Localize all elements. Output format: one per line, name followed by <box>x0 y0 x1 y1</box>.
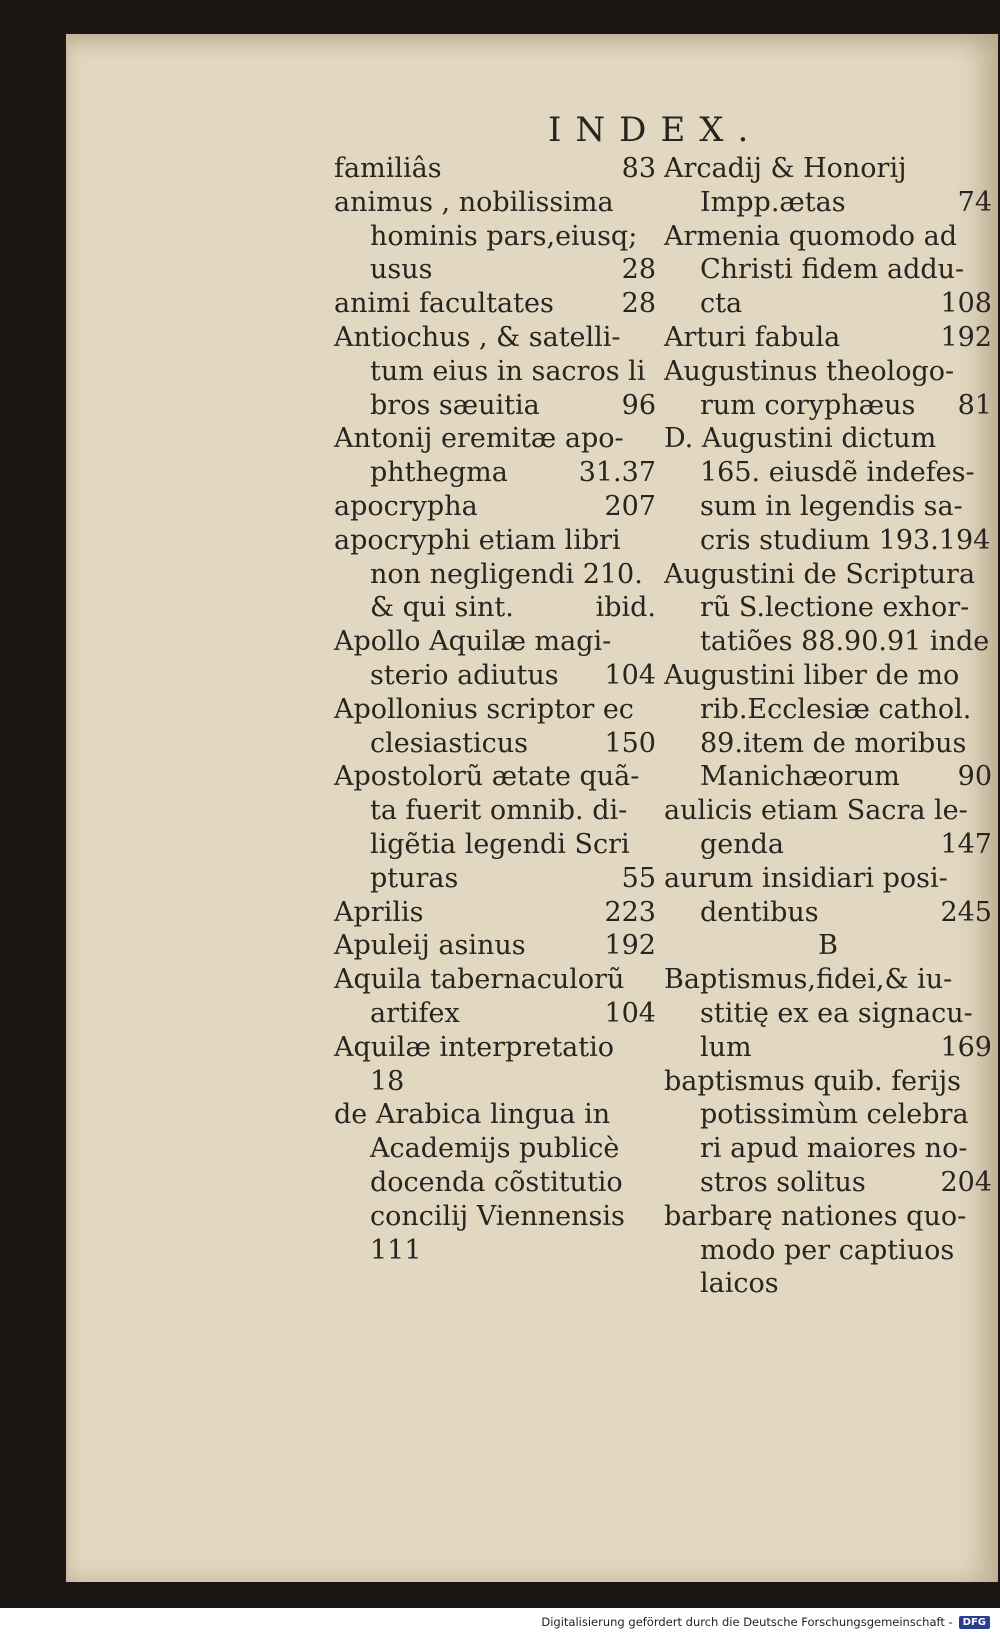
index-line <box>664 253 992 287</box>
index-entry-text: sterio adiutus <box>370 659 559 691</box>
index-line <box>334 558 656 592</box>
index-line <box>334 591 656 625</box>
index-line <box>664 1166 992 1200</box>
index-line <box>334 389 656 423</box>
index-entry-text: familiâs <box>334 153 442 184</box>
index-entry-text: Aquila tabernaculorũ <box>334 964 625 996</box>
index-entry-text: animi facultates <box>334 288 554 320</box>
index-entry-text: clesiasticus <box>370 727 529 759</box>
index-line <box>664 693 992 727</box>
index-entry-text: cta <box>700 288 743 320</box>
index-entry-text: Apollo Aquilæ magi- <box>334 626 612 658</box>
index-page-number: 169 <box>940 1031 992 1063</box>
index-line <box>334 456 656 490</box>
index-line <box>664 963 992 997</box>
index-line <box>664 1132 992 1166</box>
index-page-number: ibid. <box>595 592 656 624</box>
index-line <box>664 1031 992 1065</box>
index-page-number: 74 <box>957 186 992 218</box>
index-line <box>334 1031 656 1065</box>
index-line <box>664 1200 992 1234</box>
index-entry-text: potissimùm celebra <box>700 1099 969 1131</box>
index-page-number: 104 <box>604 659 656 691</box>
index-entry-text: Christi fidem addu- <box>700 254 965 286</box>
index-page-number: 204 <box>940 1166 992 1198</box>
index-page-number: 192 <box>940 321 992 353</box>
index-entry-text: lum <box>700 1031 752 1063</box>
index-line <box>664 186 992 220</box>
index-entry-text: Arcadij & Honorij <box>664 153 907 184</box>
index-page-number: 31.37 <box>578 457 656 489</box>
index-line <box>334 152 656 186</box>
index-line <box>334 760 656 794</box>
index-entry-text: sum in legendis sa- <box>700 490 963 522</box>
index-page-number: 90 <box>957 761 992 793</box>
index-page-number: 104 <box>604 997 656 1029</box>
index-entry-text: 89.item de moribus <box>700 727 967 759</box>
index-entry-text: Academijs publicè <box>370 1133 620 1165</box>
index-line <box>664 456 992 490</box>
index-entry-text: Antonij eremitæ apo- <box>334 423 624 455</box>
index-line <box>664 1267 992 1301</box>
index-entry-text: apocryphi etiam libri <box>334 524 621 556</box>
index-entry-text: Baptismus,fidei,& iu- <box>664 964 953 996</box>
index-entry-text: Aquilæ interpretatio <box>334 1031 615 1063</box>
index-line <box>664 287 992 321</box>
index-line <box>334 1234 656 1268</box>
index-page-number: 192 <box>604 930 656 962</box>
index-line <box>664 355 992 389</box>
index-entry-text: Impp.ætas <box>700 186 846 218</box>
index-entry-text: B <box>818 930 838 962</box>
index-page-number: 147 <box>940 828 992 860</box>
dfg-logo: DFG <box>959 1616 990 1629</box>
right-index-column <box>664 152 992 1301</box>
index-entry-text: Augustini de Scriptura <box>664 558 976 590</box>
index-entry-text: genda <box>700 828 785 860</box>
index-line <box>664 524 992 558</box>
index-entry-text: tatiões 88.90.91 inde <box>700 626 990 658</box>
index-page-number: 83 <box>621 153 656 184</box>
index-entry-text: dentibus <box>700 896 819 928</box>
index-entry-text: stitię ex ea signacu- <box>700 997 973 1029</box>
index-line <box>664 828 992 862</box>
index-entry-text: concilij Viennensis <box>370 1200 625 1232</box>
index-line <box>334 997 656 1031</box>
index-page-number: 150 <box>604 727 656 759</box>
index-entry-text: bros sæuitia <box>370 389 540 421</box>
index-line <box>334 929 656 963</box>
index-page-number: 108 <box>940 288 992 320</box>
index-entry-text: rib.Ecclesiæ cathol. <box>700 693 972 725</box>
index-line <box>664 220 992 254</box>
index-line <box>334 794 656 828</box>
index-line <box>334 862 656 896</box>
index-entry-text: Augustini liber de mo <box>664 659 960 691</box>
index-entry-text: & qui sint. <box>370 592 514 624</box>
index-line <box>334 727 656 761</box>
index-entry-text: ri apud maiores no- <box>700 1133 968 1165</box>
index-entry-text: apocrypha <box>334 490 478 522</box>
index-entry-text: D. Augustini dictum <box>664 423 937 455</box>
index-line <box>664 558 992 592</box>
index-entry-text: 111 <box>370 1234 422 1266</box>
index-entry-text: Apollonius scriptor ec <box>334 693 634 725</box>
index-entry-text: cris studium 193.194 <box>700 524 991 556</box>
index-line <box>334 422 656 456</box>
index-entry-text: barbarę nationes quo- <box>664 1200 967 1232</box>
index-line <box>664 727 992 761</box>
index-line <box>334 253 656 287</box>
index-entry-text: stros solitus <box>700 1166 866 1198</box>
index-line <box>664 659 992 693</box>
index-entry-text: hominis pars,eiusq; <box>370 220 638 252</box>
index-line <box>664 929 992 963</box>
index-entry-text: tum eius in sacros li <box>370 355 646 387</box>
index-entry-text: rũ S.lectione exhor- <box>700 592 970 624</box>
index-line <box>334 693 656 727</box>
index-entry-text: rum coryphæus <box>700 389 916 421</box>
index-entry-text: 165. eiusdẽ indefes- <box>700 457 975 489</box>
index-line <box>334 625 656 659</box>
index-entry-text: Apuleij asinus <box>334 930 526 962</box>
index-entry-text: 18 <box>370 1065 405 1097</box>
index-line <box>664 760 992 794</box>
index-entry-text: artifex <box>370 997 460 1029</box>
index-line <box>334 321 656 355</box>
index-line <box>334 828 656 862</box>
index-line <box>664 389 992 423</box>
index-entry-text: pturas <box>370 862 459 894</box>
index-page-number: 96 <box>621 389 656 421</box>
index-page-number: 55 <box>621 862 656 894</box>
digitization-footer <box>0 1608 1000 1636</box>
index-line <box>664 862 992 896</box>
index-entry-text: aurum insidiari posi- <box>664 862 948 894</box>
index-line <box>664 490 992 524</box>
index-line <box>334 1065 656 1099</box>
index-line <box>334 1098 656 1132</box>
index-entry-text: Augustinus theologo- <box>664 355 955 387</box>
index-line <box>334 220 656 254</box>
index-line <box>664 591 992 625</box>
index-line <box>334 659 656 693</box>
index-line <box>664 152 992 186</box>
page-header: INDEX. <box>548 110 763 150</box>
index-entry-text: Apostolorũ ætate quã- <box>334 761 640 793</box>
index-entry-text: docenda cõstitutio <box>370 1166 623 1198</box>
index-entry-text: ta fuerit omnib. di- <box>370 795 628 827</box>
index-entry-text: de Arabica lingua in <box>334 1099 611 1131</box>
index-entry-text: baptismus quib. ferijs <box>664 1065 961 1097</box>
index-line <box>664 997 992 1031</box>
index-line <box>664 794 992 828</box>
index-line <box>334 524 656 558</box>
index-entry-text: phthegma <box>370 457 508 489</box>
index-entry-text: Armenia quomodo ad <box>664 220 957 252</box>
index-page-number: 28 <box>621 254 656 286</box>
index-line <box>334 1166 656 1200</box>
index-line <box>664 1098 992 1132</box>
index-entry-text: usus <box>370 254 433 286</box>
footer-text: Digitalisierung gefördert durch die Deutsche Forschungsgemeinschaft - <box>541 1615 953 1629</box>
index-entry-text: animus , nobilissima <box>334 186 614 218</box>
index-line <box>334 287 656 321</box>
index-entry-text: Manichæorum <box>700 761 900 793</box>
index-line <box>334 896 656 930</box>
index-entry-text: modo per captiuos <box>700 1234 955 1266</box>
index-line <box>664 896 992 930</box>
index-entry-text: Aprilis <box>334 896 424 928</box>
index-line <box>334 1200 656 1234</box>
index-page-number: 207 <box>604 490 656 522</box>
index-line <box>664 1065 992 1099</box>
index-line <box>334 355 656 389</box>
index-entry-text: laicos <box>700 1268 779 1300</box>
index-line <box>334 1132 656 1166</box>
index-page-number: 28 <box>621 288 656 320</box>
index-entry-text: non negligendi 210. <box>370 558 643 590</box>
index-line <box>664 1234 992 1268</box>
index-page-number: 81 <box>957 389 992 421</box>
left-index-column <box>334 152 656 1267</box>
index-line <box>334 186 656 220</box>
index-page-number: 223 <box>604 896 656 928</box>
index-entry-text: Arturi fabula <box>664 321 841 353</box>
index-line <box>664 422 992 456</box>
index-page-number: 245 <box>940 896 992 928</box>
index-line <box>334 963 656 997</box>
index-entry-text: Antiochus , & satelli- <box>334 321 621 353</box>
index-line <box>334 490 656 524</box>
index-entry-text: aulicis etiam Sacra le- <box>664 795 968 827</box>
index-line <box>664 321 992 355</box>
index-line <box>664 625 992 659</box>
index-entry-text: ligẽtia legendi Scri <box>370 828 630 860</box>
